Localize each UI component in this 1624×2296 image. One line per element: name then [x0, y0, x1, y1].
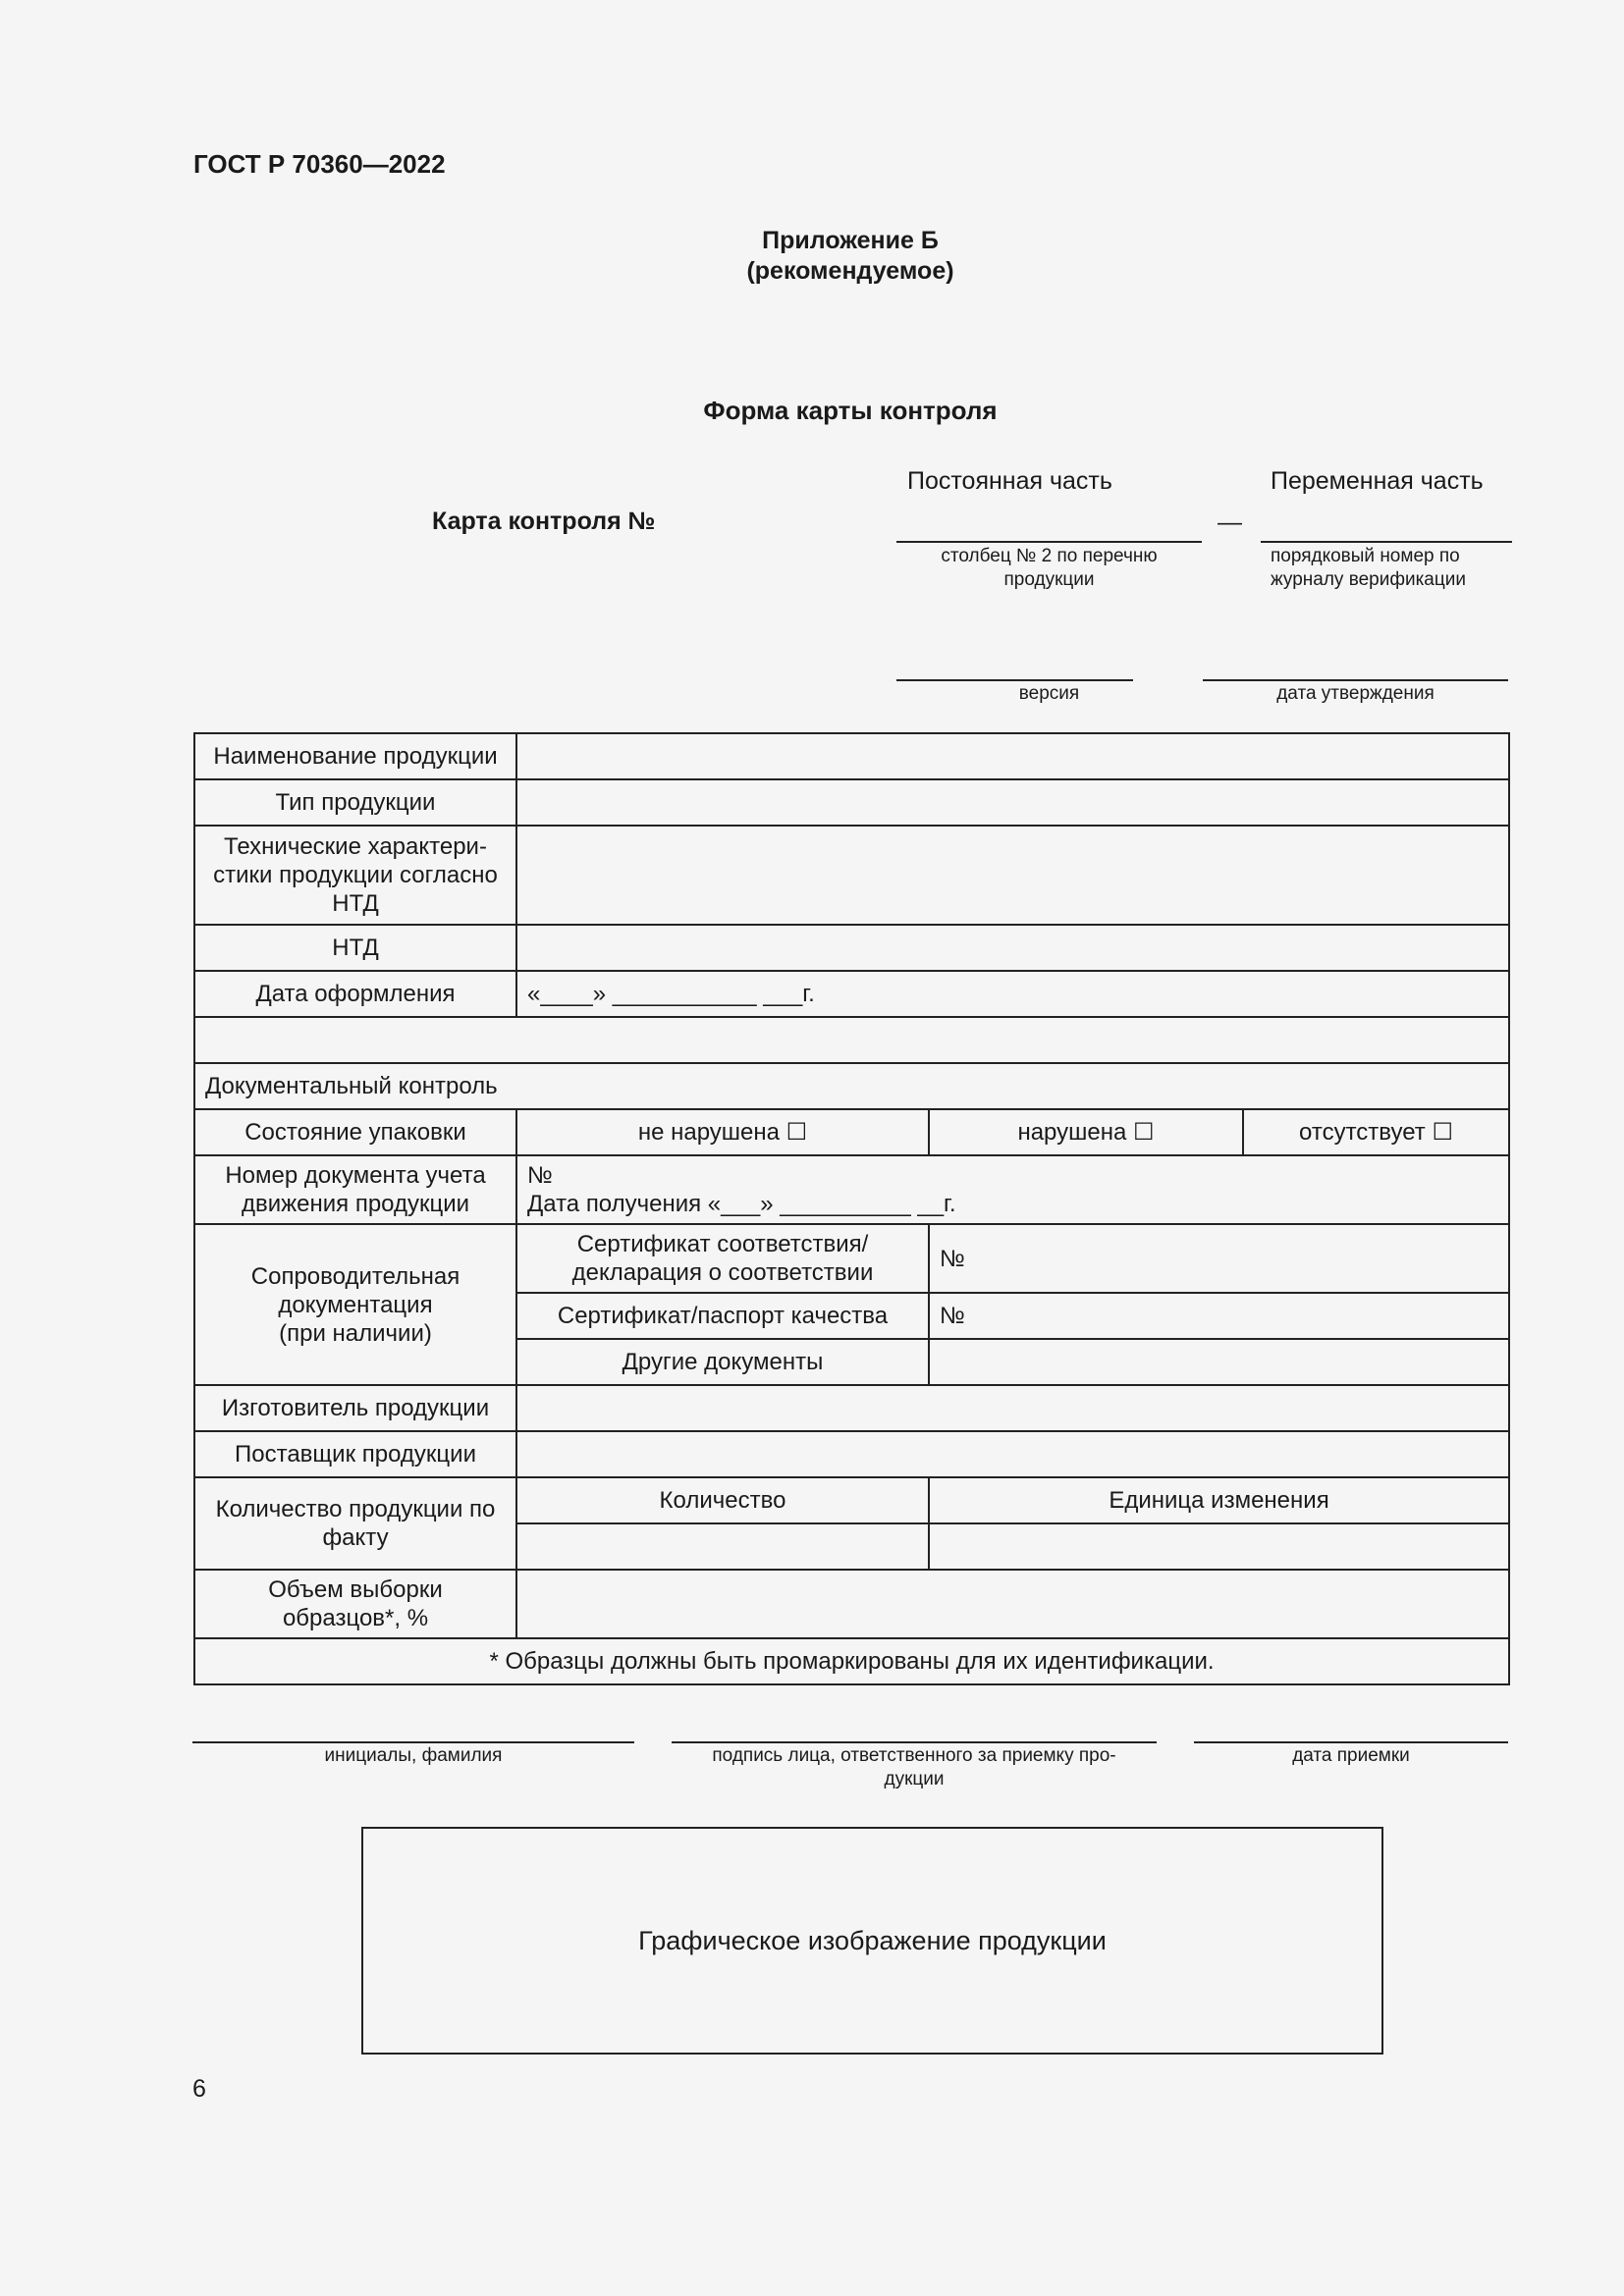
- empty-row[interactable]: [194, 1017, 1509, 1063]
- quality-cert-label: Сертификат/паспорт качества: [516, 1293, 929, 1339]
- table-row: [194, 1063, 1509, 1109]
- initials-caption: инициалы, фамилия: [324, 1745, 503, 1766]
- const-part-field[interactable]: [896, 541, 1202, 543]
- cert-conformity-label: Сертификат соответствия/ декларация о соответствии: [516, 1224, 929, 1293]
- table-row: [194, 1477, 1509, 1523]
- supplier-label: Поставщик продукции: [194, 1431, 516, 1477]
- ntd-label: НТД: [194, 925, 516, 971]
- control-card-table: [193, 732, 1510, 1685]
- var-part-field[interactable]: [1261, 541, 1512, 543]
- packaging-label: Состояние упаковки: [194, 1109, 516, 1155]
- table-row: [194, 733, 1509, 779]
- version-field[interactable]: [896, 679, 1133, 681]
- footnote: * Образцы должны быть промаркированы для их идентификации.: [194, 1638, 1509, 1684]
- product-image-label: Графическое изображение продукции: [638, 1925, 1107, 1955]
- product-name-label: Наименование продукции: [194, 733, 516, 779]
- signature-field[interactable]: [672, 1741, 1157, 1743]
- table-row: [194, 1224, 1509, 1293]
- supplier-value[interactable]: [516, 1431, 1509, 1477]
- const-part-caption: столбец № 2 по перечню продукции: [941, 546, 1158, 590]
- table-row: [194, 1155, 1509, 1224]
- other-docs-value[interactable]: [929, 1339, 1509, 1385]
- issue-date-label: Дата оформления: [194, 971, 516, 1017]
- approval-date-caption: дата утверждения: [1276, 683, 1435, 704]
- table-row: [194, 1570, 1509, 1638]
- issue-date-value[interactable]: «____» ___________ ___г.: [516, 971, 1509, 1017]
- acceptance-date-field[interactable]: [1194, 1741, 1508, 1743]
- unit-value[interactable]: [929, 1523, 1509, 1570]
- table-row: [194, 1017, 1509, 1063]
- card-title: Карта контроля №: [432, 507, 656, 535]
- sample-size-value[interactable]: [516, 1570, 1509, 1638]
- accomp-docs-label: Сопроводительная документация (при наличии): [194, 1224, 516, 1385]
- form-title: Форма карты контроля: [703, 396, 998, 425]
- var-part-caption: порядковый номер по журналу верификации: [1271, 546, 1466, 590]
- product-image-box[interactable]: [361, 1827, 1383, 2055]
- product-type-label: Тип продукции: [194, 779, 516, 826]
- pack-intact-checkbox[interactable]: не нарушена ☐: [516, 1109, 929, 1155]
- appendix-title: Приложение Б: [762, 227, 939, 254]
- table-row: [194, 971, 1509, 1017]
- manufacturer-value[interactable]: [516, 1385, 1509, 1431]
- signature-caption: подпись лица, ответственного за приемку про- дукции: [712, 1745, 1116, 1789]
- table-row: [194, 1638, 1509, 1684]
- part-separator: —: [1218, 508, 1242, 536]
- version-caption: версия: [1018, 683, 1080, 704]
- other-docs-label: Другие документы: [516, 1339, 929, 1385]
- quality-cert-value[interactable]: №: [929, 1293, 1509, 1339]
- appendix-subtitle: (рекомендуемое): [746, 257, 954, 285]
- qty-value[interactable]: [516, 1523, 929, 1570]
- doc-control-heading: Документальный контроль: [194, 1063, 1509, 1109]
- tech-specs-value[interactable]: [516, 826, 1509, 925]
- qty-head: Количество: [516, 1477, 929, 1523]
- product-type-value[interactable]: [516, 779, 1509, 826]
- pack-broken-checkbox[interactable]: нарушена ☐: [929, 1109, 1243, 1155]
- table-row: [194, 826, 1509, 925]
- table-row: [194, 925, 1509, 971]
- approval-date-field[interactable]: [1203, 679, 1508, 681]
- cert-conformity-value[interactable]: №: [929, 1224, 1509, 1293]
- pack-absent-checkbox[interactable]: отсутствует ☐: [1243, 1109, 1509, 1155]
- acceptance-date-caption: дата приемки: [1292, 1745, 1410, 1766]
- unit-head: Единица изменения: [929, 1477, 1509, 1523]
- tech-specs-label: Технические характери- стики продукции согласно НТД: [194, 826, 516, 925]
- doc-number-value[interactable]: № Дата получения «___» __________ __г.: [516, 1155, 1509, 1224]
- doc-number-label: Номер документа учета движения продукции: [194, 1155, 516, 1224]
- initials-field[interactable]: [192, 1741, 634, 1743]
- appendix-heading: [0, 226, 1624, 287]
- table-row: [194, 1109, 1509, 1155]
- product-name-value[interactable]: [516, 733, 1509, 779]
- table-row: [194, 1385, 1509, 1431]
- ntd-value[interactable]: [516, 925, 1509, 971]
- manufacturer-label: Изготовитель продукции: [194, 1385, 516, 1431]
- const-part-label: Постоянная часть: [907, 467, 1112, 495]
- table-row: [194, 779, 1509, 826]
- var-part-label: Переменная часть: [1271, 467, 1484, 495]
- sample-size-label: Объем выборки образцов*, %: [194, 1570, 516, 1638]
- standard-number: ГОСТ Р 70360—2022: [193, 149, 446, 179]
- table-row: [194, 1431, 1509, 1477]
- qty-label: Количество продукции по факту: [194, 1477, 516, 1570]
- page-number: 6: [192, 2075, 206, 2103]
